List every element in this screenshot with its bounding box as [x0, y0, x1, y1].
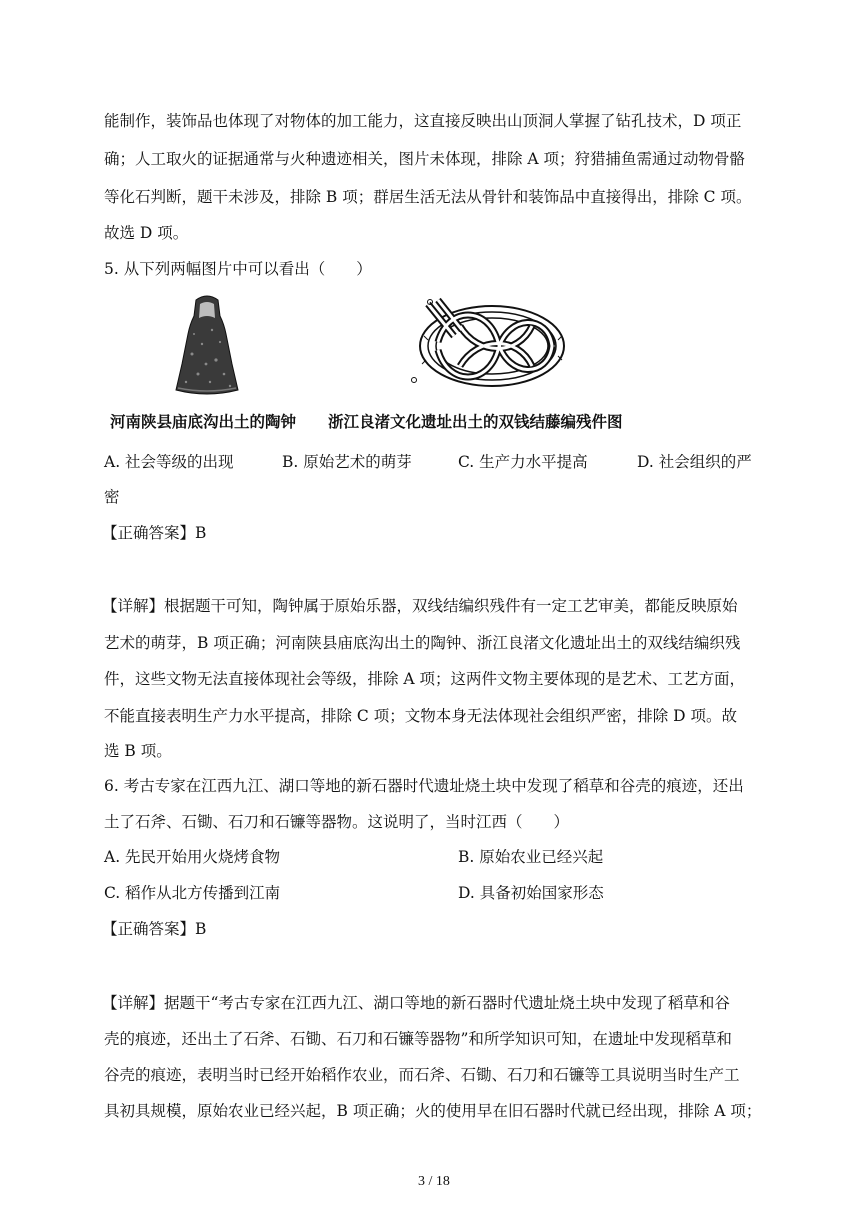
- q5-explanation-line: 艺术的萌芽，B 项正确；河南陕县庙底沟出土的陶钟、浙江良渚文化遗址出土的双线结编织残: [104, 634, 741, 652]
- q5-stem: 5. 从下列两幅图片中可以看出（ ）: [104, 260, 372, 278]
- q4-explanation-line: 等化石判断，题干未涉及，排除 B 项；群居生活无法从骨针和装饰品中直接得出，排除 C 项。: [104, 188, 752, 206]
- figure-caption-pottery-bell: 河南陕县庙底沟出土的陶钟: [110, 413, 297, 431]
- q6-explanation-line: 谷壳的痕迹，表明当时已经开始稻作农业，而石斧、石锄、石刀和石镰等工具说明当时生产工: [104, 1066, 740, 1084]
- q6-explanation-line: 【详解】据题干“考古专家在江西九江、湖口等地的新石器时代遗址烧土块中发现了稻草和谷: [102, 994, 730, 1012]
- q5-option-a[interactable]: A. 社会等级的出现: [104, 453, 234, 471]
- page-number: 3 / 18: [418, 1174, 450, 1189]
- q6-option-a[interactable]: A. 先民开始用火烧烤食物: [104, 848, 281, 866]
- double-coin-knot-image: [408, 296, 568, 392]
- q5-explanation-line: 选 B 项。: [104, 742, 172, 760]
- q6-stem-line: 土了石斧、石锄、石刀和石镰等器物。这说明了，当时江西（ ）: [104, 813, 570, 831]
- q5-option-c[interactable]: C. 生产力水平提高: [458, 453, 588, 471]
- q5-option-b[interactable]: B. 原始艺术的萌芽: [282, 453, 412, 471]
- q5-option-d[interactable]: D. 社会组织的严: [637, 453, 752, 471]
- q5-explanation-line: 不能直接表明生产力水平提高，排除 C 项；文物本身无法体现社会组织严密，排除 D 项。故: [104, 707, 737, 725]
- q4-explanation-line: 确；人工取火的证据通常与火种遗迹相关，图片未体现，排除 A 项；狩猎捕鱼需通过动物骨骼: [104, 150, 746, 168]
- q4-explanation-line: 能制作，装饰品也体现了对物体的加工能力，这直接反映出山顶洞人掌握了钻孔技术，D 项正: [104, 112, 742, 130]
- pottery-bell-image: [172, 294, 242, 398]
- q5-answer: 【正确答案】B: [102, 524, 207, 542]
- q4-explanation-line: 故选 D 项。: [104, 224, 189, 242]
- q5-explanation-line: 【详解】根据题干可知，陶钟属于原始乐器，双线结编织残件有一定工艺审美，都能反映原始: [102, 597, 738, 615]
- q6-explanation-line: 壳的痕迹，还出土了石斧、石锄、石刀和石镰等器物”和所学知识可知，在遗址中发现稻草和: [104, 1030, 732, 1048]
- q6-explanation-line: 具初具规模，原始农业已经兴起，B 项正确；火的使用早在旧石器时代就已经出现，排除 A 项；: [104, 1102, 762, 1120]
- q6-option-d[interactable]: D. 具备初始国家形态: [458, 884, 604, 902]
- q5-option-d-wrap: 密: [104, 488, 120, 506]
- q5-explanation-line: 件，这些文物无法直接体现社会等级，排除 A 项；这两件文物主要体现的是艺术、工艺方面，: [104, 670, 746, 688]
- q6-option-b[interactable]: B. 原始农业已经兴起: [458, 848, 604, 866]
- figure-caption-rattan-knot: 浙江良渚文化遗址出土的双钱结藤编残件图: [328, 413, 623, 431]
- q6-option-c[interactable]: C. 稻作从北方传播到江南: [104, 884, 281, 902]
- q6-answer: 【正确答案】B: [102, 920, 207, 938]
- q6-stem-line: 6. 考古专家在江西九江、湖口等地的新石器时代遗址烧土块中发现了稻草和谷壳的痕迹，还出: [104, 777, 744, 795]
